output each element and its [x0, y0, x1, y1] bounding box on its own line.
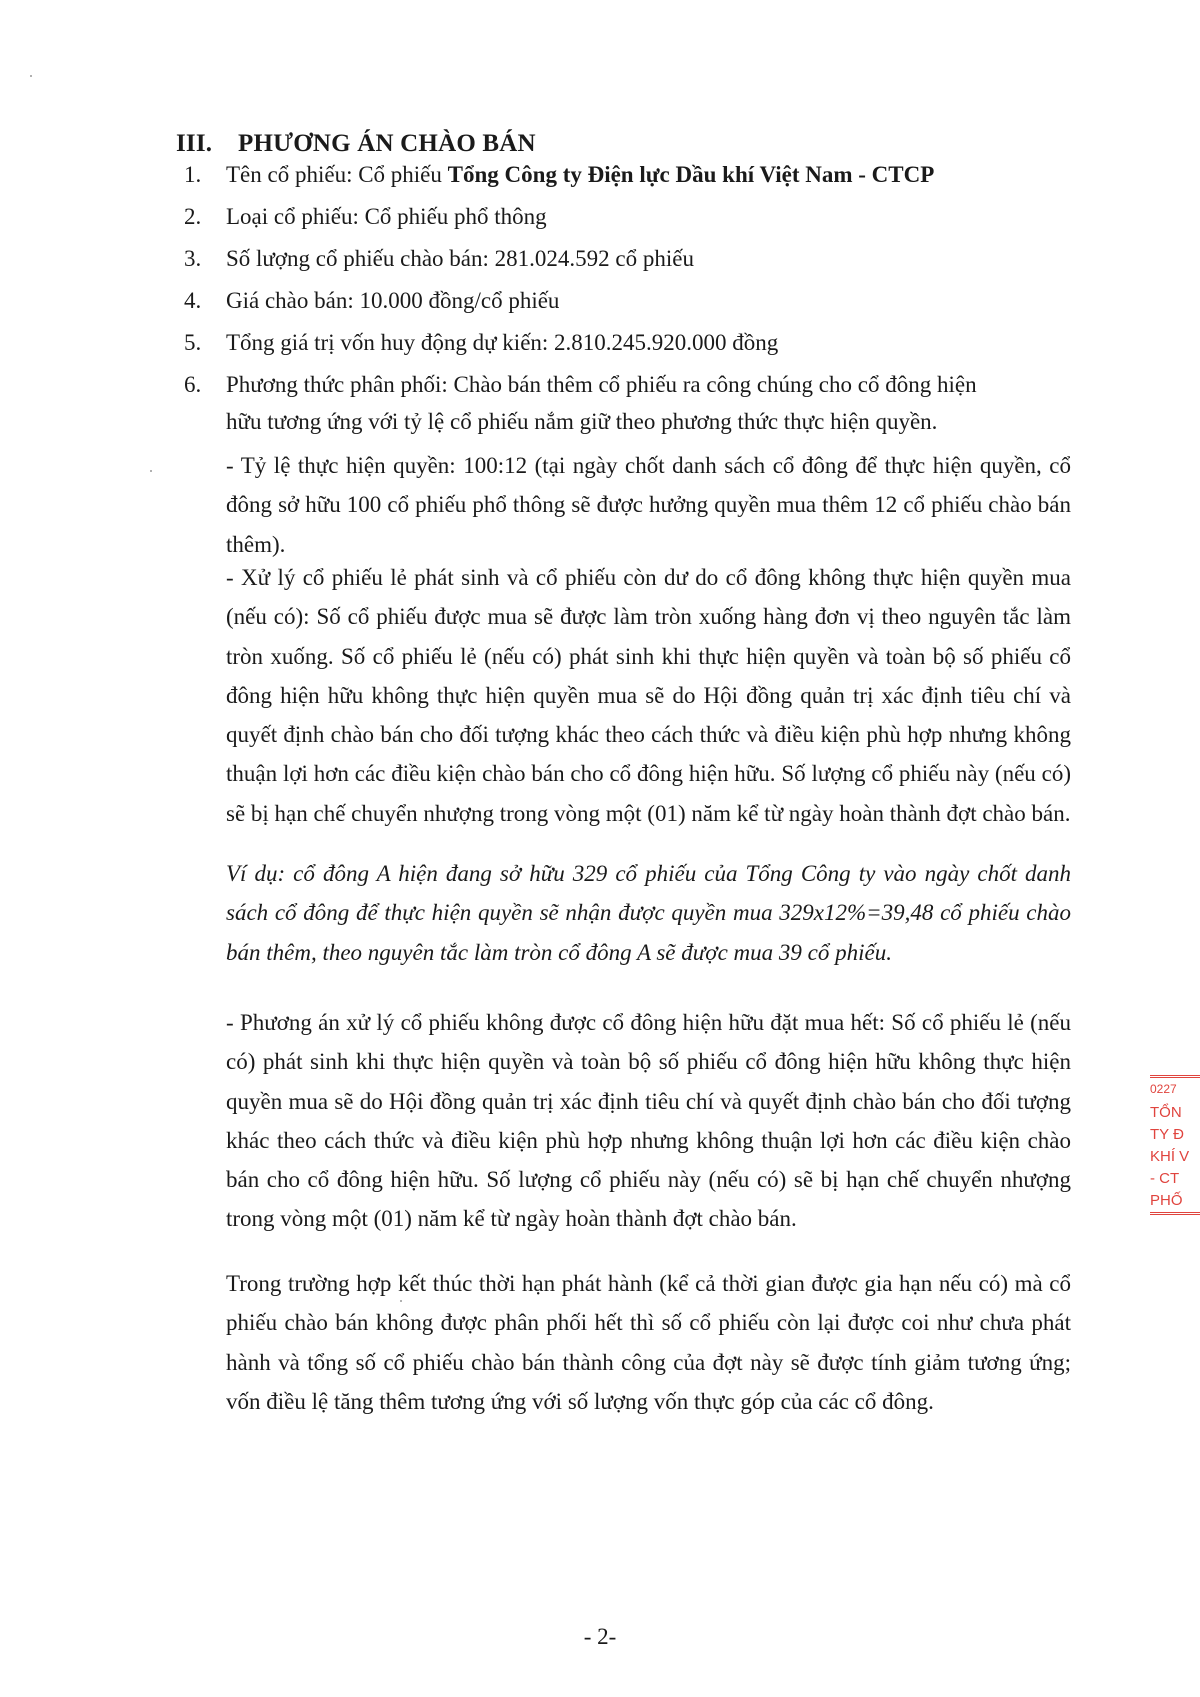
item-number: 3.	[184, 246, 202, 271]
odd-lot-paragraph: - Xử lý cổ phiếu lẻ phát sinh và cổ phiếu còn dư do cổ đông không thực hiện quyền mua (nếu có): Số cổ phiếu được mua sẽ được làm tròn xuống hàng đơn vị theo nguyên tắc làm tròn xuống. Số cổ phiếu lẻ (nếu có) phát sinh khi thực hiện quyền và toàn bộ số phiếu cổ đông hiện hữu không thực hiện quyền mua sẽ do Hội đồng quản trị xác định tiêu chí và quyết định chào bán cho đối tượng khác theo cách thức và điều kiện phù hợp nhưng không thuận lợi hơn các điều kiện chào bán cho cổ đông hiện hữu. Số lượng cổ phiếu này (nếu có) sẽ bị hạn chế chuyển nhượng trong vòng một (01) năm kể từ ngày hoàn thành đợt chào bán.	[226, 565, 1071, 826]
page-number: - 2-	[583, 1624, 617, 1649]
red-seal-stamp	[1150, 1075, 1200, 1215]
stamp-line: - CT	[1150, 1170, 1180, 1187]
list-item-2	[184, 197, 547, 237]
item-label: Loại cổ phiếu: Cổ phiếu phổ thông	[226, 204, 547, 229]
section-title: PHƯƠNG ÁN CHÀO BÁN	[238, 130, 536, 157]
item-label: Số lượng cổ phiếu chào bán: 281.024.592 cổ phiếu	[226, 246, 694, 271]
list-item-5	[184, 323, 778, 363]
section-heading	[176, 130, 536, 158]
scan-speck	[150, 470, 152, 472]
exercise-ratio-paragraph: - Tỷ lệ thực hiện quyền: 100:12 (tại ngày chốt danh sách cổ đông để thực hiện quyền, cổ đông sở hữu 100 cổ phiếu phổ thông sẽ được hưởng quyền mua thêm 12 cổ phiếu chào bán thêm).	[226, 453, 1071, 557]
unsold-shares-paragraph: - Phương án xử lý cổ phiếu không được cổ đông hiện hữu đặt mua hết: Số cổ phiếu lẻ (nếu có) phát sinh khi thực hiện quyền và toàn bộ số phiếu cổ đông hiện hữu không thực hiện quyền mua sẽ do Hội đồng quản trị xác định tiêu chí và quyết định chào bán cho đối tượng khác theo cách thức và điều kiện phù hợp nhưng không thuận lợi hơn các điều kiện chào bán cho cổ đông hiện hữu. Số lượng cổ phiếu này (nếu có) sẽ bị hạn chế chuyển nhượng trong vòng một (01) năm kể từ ngày hoàn thành đợt chào bán.	[226, 1010, 1071, 1232]
scan-speck	[30, 75, 32, 77]
item-label: Giá chào bán: 10.000 đồng/cổ phiếu	[226, 288, 560, 313]
list-item-3	[184, 239, 694, 279]
item-number: 6.	[184, 372, 202, 397]
item-number: 1.	[184, 162, 202, 187]
stamp-line: TỔN	[1150, 1104, 1182, 1121]
list-item-4	[184, 281, 559, 321]
list-item-1	[184, 155, 934, 195]
item-label: Phương thức phân phối: Chào bán thêm cổ phiếu ra công chúng cho cổ đông hiện	[226, 372, 977, 397]
item-number: 2.	[184, 204, 202, 229]
item-label: Tên cổ phiếu: Cổ phiếu	[226, 162, 448, 187]
distribution-continuation: hữu tương ứng với tỷ lệ cổ phiếu nắm giữ theo phương thức thực hiện quyền.	[226, 409, 938, 434]
scan-speck	[400, 1300, 402, 1302]
example-paragraph: Ví dụ: cổ đông A hiện đang sở hữu 329 cổ phiếu của Tổng Công ty vào ngày chốt danh sách cổ đông để thực hiện quyền sẽ nhận được quyền mua 329x12%=39,48 cổ phiếu chào bán thêm, theo nguyên tắc làm tròn cổ đông A sẽ được mua 39 cổ phiếu.	[226, 861, 1071, 965]
stamp-line: PHỐ	[1150, 1190, 1200, 1215]
item-number: 5.	[184, 330, 202, 355]
stamp-line: KHÍ V	[1150, 1148, 1190, 1165]
section-number: III.	[176, 130, 213, 157]
item-label: Tổng giá trị vốn huy động dự kiến: 2.810.245.920.000 đồng	[226, 330, 779, 355]
item-number: 4.	[184, 288, 202, 313]
company-name: Tổng Công ty Điện lực Dầu khí Việt Nam - CTCP	[447, 162, 935, 187]
closing-paragraph: Trong trường hợp kết thúc thời hạn phát hành (kể cả thời gian được gia hạn nếu có) mà cổ phiếu chào bán không được phân phối hết thì số cổ phiếu còn lại được coi như chưa phát hành và tổng số cổ phiếu chào bán thành công của đợt này sẽ được tính giảm tương ứng; vốn điều lệ tăng thêm tương ứng với số lượng vốn thực góp của các cổ đông.	[226, 1271, 1071, 1414]
stamp-line: TY Đ	[1150, 1126, 1184, 1143]
stamp-number: 0227	[1150, 1075, 1200, 1100]
list-item-6	[184, 365, 977, 405]
